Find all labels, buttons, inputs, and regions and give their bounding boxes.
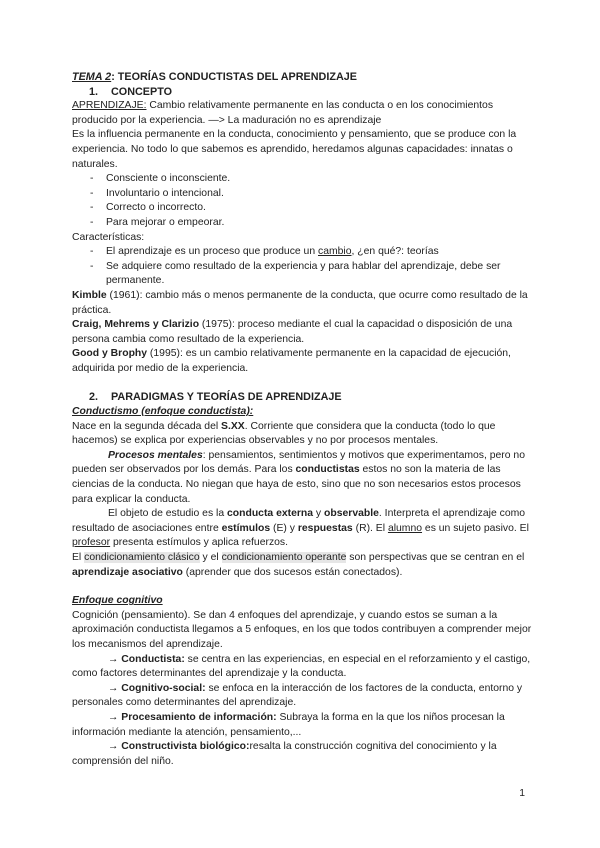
craig-definition: Craig, Mehrems y Clarizio (1975): proceso mediante el cual la capacidad o disposición de una persona cambia como resultado de la experiencia. [72, 319, 513, 345]
list-item: - El aprendizaje es un proceso que produce un cambio, ¿en qué?: teorías [90, 245, 532, 260]
list-item: - Correcto o incorrecto. [90, 201, 532, 216]
definition-paragraph: APRENDIZAJE: Cambio relativamente permanente en las conducta o en los conocimientos producido por la experiencia. —> La maduración no es aprendizaje [72, 100, 494, 126]
influence-paragraph: Es la influencia permanente en la conducta, conocimiento y pensamiento, que se produce con la experiencia. No todo lo que sabemos es aprendido, heredamos algunas capacidades: innatas o naturales. [72, 129, 517, 170]
section-2-heading: 2. PARADIGMAS Y TEORÍAS DE APRENDIZAJE [89, 391, 342, 404]
enfoque-procesamiento-informacion: → Procesamiento de información: Subraya la forma en la que los niños procesan la información mediante la atención, pensamiento,... [72, 711, 505, 738]
characteristics-list [72, 245, 532, 289]
enfoque-cognitivo-heading: Enfoque cognitivo [72, 595, 163, 607]
objeto-estudio-paragraph: El objeto de estudio es la conducta externa y observable. Interpreta el aprendizaje como resultado de asociaciones entre estímulos (E) y respuestas (R). El alumno es un sujeto pasivo. El profesor presenta estímulos y aplica refuerzos. [72, 508, 529, 549]
section-1-heading: 1. CONCEPTO [89, 85, 172, 98]
kimble-definition: Kimble (1961): cambio más o menos permanente de la conducta, que ocurre como resultado de la práctica. [72, 289, 528, 316]
list-item: - Consciente o inconsciente. [90, 172, 532, 187]
cognitivo-paragraph: Cognición (pensamiento). Se dan 4 enfoques del aprendizaje, y cuando estos se suman a la aproximación conductista llegamos a 5 enfoques, en los que todos contribuyen a comprender mejor los mecanismos del aprendizaje. [72, 609, 532, 650]
definition-term: APRENDIZAJE: [72, 100, 147, 112]
title-text: : TEORÍAS CONDUCTISTAS DEL APRENDIZAJE [111, 71, 357, 83]
learning-types-list [72, 172, 532, 230]
good-definition: Good y Brophy (1995): es un cambio relativamente permanente en la capacidad de ejecución, adquirida por medio de la experiencia. [72, 348, 511, 374]
enfoque-cognitivo-social: → Cognitivo-social: se enfoca en la interacción de los factores de la conducta, entorno y personales como determinantes del aprendizaje. [72, 682, 523, 709]
list-item: - Involuntario o intencional. [90, 187, 532, 202]
conductismo-paragraph: Nace en la segunda década del S.XX. Corriente que considera que la conducta (todo lo que hacemos) se explica por experiencias observables y no por procesos mentales. [72, 420, 496, 447]
conductismo-heading: Conductismo (enfoque conductista): [72, 406, 254, 418]
highlight-condicionamiento-operante: condicionamiento operante [221, 552, 347, 563]
characteristics-label: Características: [72, 231, 145, 243]
procesos-mentales-paragraph: Procesos mentales: pensamientos, sentimientos y motivos que experimentamos, pero no pueden ser observados por los demás. Para los conductistas estos no son la materia de las ciencias de la conducta. No niegan que haya de esto, sino que no son necesarios estos procesos para explicar la conducta. [72, 449, 525, 505]
page-number: 1 [519, 788, 525, 800]
enfoque-conductista: → Conductista: se centra en las experiencias, en especial en el reforzamiento y el castigo, como factores determinantes del aprendizaje y la conducta. [72, 653, 531, 680]
list-item: - Para mejorar o empeorar. [90, 216, 532, 231]
title-tema: TEMA 2 [72, 71, 112, 83]
document-title [72, 70, 532, 85]
list-item: - Se adquiere como resultado de la experiencia y para hablar del aprendizaje, debe ser permanente. [90, 260, 532, 289]
enfoque-constructivista-biologico: → Constructivista biológico:resalta la construcción cognitiva del conocimiento y la comprensión del niño. [72, 741, 497, 767]
document-page [72, 70, 532, 769]
highlight-condicionamiento-clasico: condicionamiento clásico [84, 552, 200, 563]
condicionamiento-paragraph: El condicionamiento clásico y el condicionamiento operante son perspectivas que se centran en el aprendizaje asociativo (aprender que dos sucesos están conectados). [72, 552, 525, 578]
